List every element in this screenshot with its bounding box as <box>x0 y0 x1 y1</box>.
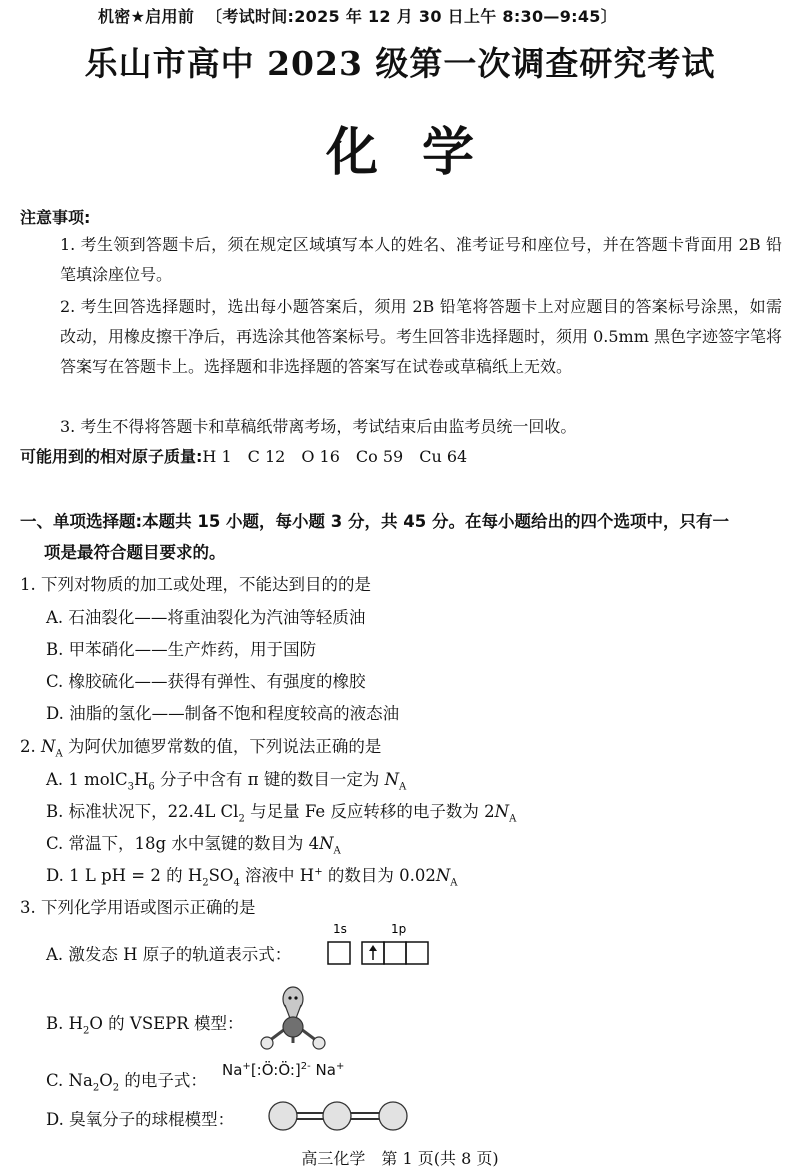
orbital-1s-box <box>328 942 350 964</box>
atomic-mass-values: H 1 C 12 O 16 Co 59 Cu 64 <box>202 447 468 466</box>
exam-header <box>98 4 617 27</box>
section-heading-line1: 一、单项选择题:本题共 15 小题，每小题 3 分，共 45 分。在每小题给出的四个选项中，只有一 <box>20 512 729 531</box>
q3-option-c: C. $Na_2O_2$ 的电子式： <box>46 1071 207 1094</box>
q1-option-b: B. 甲苯硝化——生产炸药，用于国防 <box>46 640 317 659</box>
atomic-mass-label: 可能用到的相对原子质量: <box>20 447 203 466</box>
subject-char-2: 学 <box>422 122 475 183</box>
notice-heading: 注意事项: <box>20 208 91 227</box>
q2-number: 2. <box>20 737 36 756</box>
notice-item-3-text: 3. 考生不得将答题卡和草稿纸带离考场，考试结束后由监考员统一回收。 <box>60 417 577 436</box>
subject-title <box>0 110 800 185</box>
ozone-ball-stick-model-icon <box>265 1098 415 1134</box>
na2o2-electron-formula: Na+[:Ö:Ö:]$^{2-}$ Na+ <box>222 1061 345 1079</box>
electron-up-arrow-icon <box>369 945 377 960</box>
orbital-1p-box-3 <box>406 942 428 964</box>
q3-stem: 3. 下列化学用语或图示正确的是 <box>20 898 256 917</box>
q1-stem: 1. 下列对物质的加工或处理，不能达到目的的是 <box>20 575 371 594</box>
notice-item-3 <box>20 412 782 442</box>
q2-option-d: D. 1 L pH = 2 的 $H_2SO_4$ 溶液中 H+ 的数目为 $0.02N_A$ <box>46 866 458 889</box>
section-heading <box>20 506 790 568</box>
section-heading-line2: 项是最符合题目要求的。 <box>44 543 226 562</box>
q3-option-a: A. 激发态 H 原子的轨道表示式： <box>46 945 292 964</box>
q2-na-sub: A <box>55 748 63 760</box>
atomic-mass-line <box>20 444 467 467</box>
orbital-1s-label: 1s <box>333 922 347 936</box>
q2-option-a: A. 1 $molC_3H_6$ 分子中含有 π 键的数目一定为 $N_A$ <box>46 770 407 793</box>
orbital-diagram <box>325 920 440 970</box>
q2-option-c: C. 常温下，18g 水中氢键的数目为 $4N_A$ <box>46 834 341 857</box>
vsepr-model-icon <box>255 985 335 1055</box>
q3-option-b: B. $H_2O$ 的 VSEPR 模型： <box>46 1014 244 1037</box>
q1-option-d: D. 油脂的氢化——制备不饱和程度较高的液态油 <box>46 704 400 723</box>
notice-item-2 <box>20 292 782 382</box>
orbital-1p-label: 1p <box>391 922 407 936</box>
subject-char-1: 化 <box>325 122 378 183</box>
q1-option-c: C. 橡胶硫化——获得有弹性、有强度的橡胶 <box>46 672 366 691</box>
orbital-1p-box-2 <box>384 942 406 964</box>
page-footer: 高三化学 第 1 页(共 8 页) <box>301 1149 499 1168</box>
q2-stem <box>20 733 382 760</box>
q2-na-symbol: N <box>41 737 56 756</box>
notice-item-2-text: 2. 考生回答选择题时，选出每小题答案后，须用 2B 铅笔将答题卡上对应题目的答案标号涂黑，如需改动，用橡皮擦干净后，再选涂其他答案标号。考生回答非选择题时，须用 0.5mm 黑色字迹签字笔将答案写在答题卡上。选择题和非选择题的答案写在试卷或草稿纸上无效。 <box>60 297 782 376</box>
secret-label: 机密★启用前 <box>98 7 195 26</box>
q2-option-b: B. 标准状况下，22.4L $Cl_2$ 与足量 Fe 反应转移的电子数为 $2N_A$ <box>46 802 517 825</box>
notice-item-1-text: 1. 考生领到答题卡后，须在规定区域填写本人的姓名、准考证号和座位号，并在答题卡背面用 2B 铅笔填涂座位号。 <box>60 235 782 284</box>
exam-title: 乐山市高中 2023 级第一次调查研究考试 <box>84 44 716 83</box>
q3-option-d: D. 臭氧分子的球棍模型： <box>46 1110 235 1129</box>
q2-stem-text: 为阿伏加德罗常数的值，下列说法正确的是 <box>67 737 382 756</box>
exam-time: 〔考试时间:2025 年 12 月 30 日上午 8:30—9:45〕 <box>206 7 618 26</box>
notice-item-1 <box>20 230 782 290</box>
q1-option-a: A. 石油裂化——将重油裂化为汽油等轻质油 <box>46 608 366 627</box>
